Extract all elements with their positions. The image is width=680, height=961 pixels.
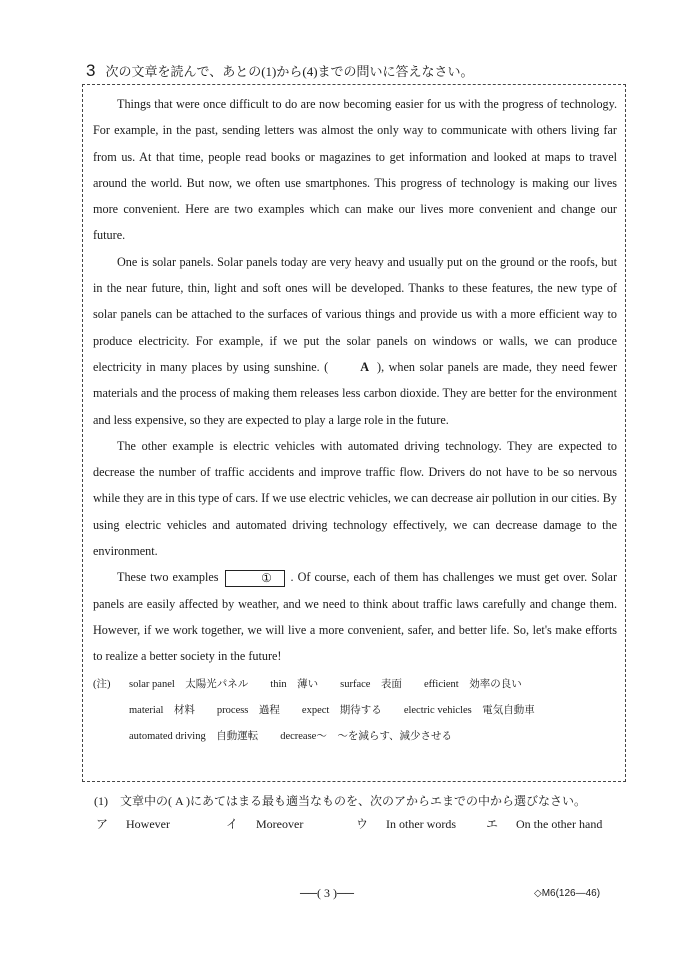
- paragraph-4-text-after: . Of course, each of them has challenges we must get over. Solar panels are easily affected by weather, and we need to think about traffic laws carefully and change them. However, if we work together, we will live a more convenient, safer, and better life. So, let's make efforts to realize a better society in the future!: [93, 570, 618, 664]
- choice-text: However: [126, 817, 170, 831]
- choice-key: ウ: [356, 817, 369, 831]
- paragraph-2: [93, 249, 617, 433]
- vocabulary-notes: [93, 672, 617, 750]
- blank-a: A: [360, 359, 370, 374]
- note-term: thin 薄い: [270, 678, 319, 690]
- question-instruction: 次の文章を読んで、あとの(1)から(4)までの問いに答えなさい。: [105, 64, 474, 79]
- choice-text: On the other hand: [516, 817, 603, 831]
- note-term: material 材料: [129, 704, 195, 716]
- note-term: surface 表面: [340, 678, 402, 690]
- note-term: decrease～ ～を減らす、減少させる: [280, 730, 452, 742]
- paragraph-2-text-after: ), when solar panels are made, they need fewer materials and the process of making them releases less carbon dioxide. They are better for the environment and less expensive, so they are expected to play a large role in the future.: [93, 359, 618, 427]
- notes-row-2: [93, 698, 617, 724]
- choice-a[interactable]: [96, 815, 226, 833]
- paragraph-4-text-before: These two examples: [117, 570, 219, 585]
- notes-row-3: [93, 724, 617, 750]
- choice-key: ア: [96, 817, 109, 831]
- paragraph-2-text-before: One is solar panels. Solar panels today are very heavy and usually put on the ground or the roofs, but in the near future, thin, light and soft ones will be developed. Thanks to these features, the new type of solar panels can be attached to the surfaces of various things and provide us with a more efficient way to produce electricity. For example, if we put the solar panels on windows or walls, we can produce electricity in many places by using sunshine. (: [93, 254, 617, 374]
- note-term: expect 期待する: [301, 704, 382, 716]
- choice-u[interactable]: [356, 815, 486, 833]
- passage-box: [82, 84, 626, 782]
- note-term: electric vehicles 電気自動車: [403, 704, 535, 716]
- notes-label: (注): [93, 678, 111, 690]
- note-term: process 過程: [216, 704, 280, 716]
- page-number: ──( 3 )──: [300, 886, 354, 900]
- question-header: [86, 62, 646, 81]
- question-1-choices: [96, 815, 616, 833]
- blank-1-box: ①: [225, 570, 285, 587]
- note-term: solar panel 太陽光パネル: [129, 678, 249, 690]
- choice-text: Moreover: [256, 817, 304, 831]
- question-1-text: (1) 文章中の( A )にあてはまる最も適当なものを、次のアからエまでの中から選びなさい。: [94, 794, 586, 808]
- paragraph-3: The other example is electric vehicles with automated driving technology. They are expected to decrease the number of traffic accidents and improve traffic flow. Drivers do not have to be so nervous while they are in this type of cars. If we use electric vehicles, we can decrease air pollution in our cities. By using electric vehicles and automated driving technology effectively, we can decrease damage to the environment.: [93, 438, 617, 559]
- paragraph-1: Things that were once difficult to do are now becoming easier for us with the progress of technology. For example, in the past, sending letters was almost the only way to communicate with others living far from us. At that time, people read books or magazines to get information and looked at maps to travel around the world. But now, we often use smartphones. This progress of technology is making our lives more convenient. Here are two examples which can make our lives more convenient and change our future.: [93, 97, 617, 243]
- choice-i[interactable]: [226, 815, 356, 833]
- choice-key: イ: [226, 817, 239, 831]
- question-number: 3: [86, 61, 96, 80]
- notes-row-1: [93, 672, 617, 698]
- paragraph-4: [93, 564, 617, 669]
- choice-key: エ: [486, 817, 499, 831]
- choice-text: In other words: [386, 817, 456, 831]
- note-term: automated driving 自動運転: [129, 730, 259, 742]
- exam-code: ◇M6(126—46): [534, 888, 601, 899]
- note-term: efficient 効率の良い: [423, 678, 522, 690]
- choice-e[interactable]: [486, 815, 616, 833]
